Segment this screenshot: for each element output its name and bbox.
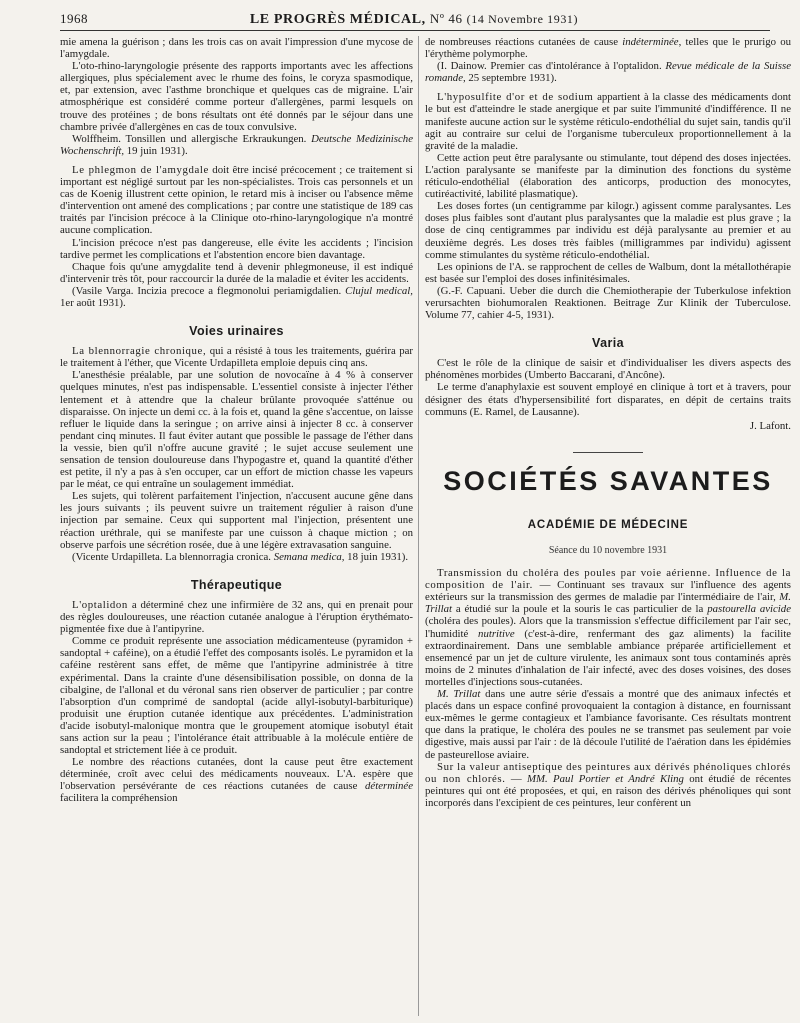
paragraph: Les doses fortes (un centigramme par kilogr.) agissent comme paralysantes. Les doses plus faibles sont d'autant plus paralysantes que la maladie est plus grave ; la dose de cinq centigrammes par individu est déjà paralysante au premier et au deuxième degrés. Les doses très faibles (milligrammes par individu) agissent comme stimulantes du système réticulo-endothélial.: [425, 200, 791, 261]
source-reference: (Vicente Urdapilleta. La blennorragia cronica. Semana medica, 18 juin 1931).: [72, 550, 409, 563]
source-reference: (G.-F. Capuani. Ueber die durch die Chemiotherapie der Tuberkulose infektion verursachten biohumoralen Reaktionen. Beitrage Zur Klinik der Tuberculose. Volume 77, cahier 4-5, 1931).: [425, 284, 791, 322]
source-reference: (I. Dainow. Premier cas d'intolérance à l'optalidon. Revue médicale de la Suisse romande, 25 septembre 1931).: [425, 60, 791, 85]
paragraph: L'incision précoce n'est pas dangereuse, elle évite les accidents ; l'incision tardive permet les complications et l'abstention encore bien davantage.: [60, 236, 413, 261]
divider-rule: [573, 452, 643, 453]
item-title: Le phlegmon de l'amygdale: [72, 163, 209, 176]
paragraph: C'est le rôle de la clinique de saisir et d'individualiser les divers aspects des phénomènes morbides (Umberto Baccarani, d'Ancône).: [425, 357, 791, 382]
paragraph: Cette action peut être paralysante ou stimulante, tout dépend des doses injectées. L'action paralysante se manifeste par la diminution des fonctions du système réticulo-endothélial (élaboration des anticorps, production des monocytes, cutiréactivité, labilité plasmatique).: [425, 151, 791, 201]
article-item: Sur la valeur antiseptique des peintures aux dérivés phénoliques chlorés ou non chlorés. — MM. Paul Portier et André Kling ont étudié de récentes peintures qui ont été proposées, et qui, en raison des dérivés phénoliques qui sont incorporés dans l'excipient de ces peintures, leur confèrent un: [425, 760, 792, 809]
paragraph: mie amena la guérison ; dans les trois cas on avait l'impression d'une mycose de l'amygdale.: [60, 36, 413, 61]
source-reference: Wolffheim. Tonsillen und allergische Erkraukungen. Deutsche Medizinische Wochenschrift, 19 juin 1931).: [60, 132, 413, 157]
paragraph: L'oto-rhino-laryngologie présente des rapports importants avec les affections allergiques, plus spécialement avec le rhume des foins, le coryza spasmodique, et, par extension, avec l'asthme bronchique et quelques cas de migraine. L'air atmosphérique est considéré comme porteur d'allergènes, parmi lesquels on trouve des protéines ; de bons résultats ont été donnés par le séjour dans une chambre privée d'allergènes en cas de toux convulsive.: [60, 60, 413, 133]
societes-savantes-title: SOCIÉTÉS SAVANTES: [443, 465, 773, 496]
column-divider: [418, 36, 419, 1016]
academie-heading: ACADÉMIE DE MÉDECINE: [527, 518, 689, 531]
paragraph: Comme ce produit représente une association médicamenteuse (pyramidon + sandoptal + caféine), on a étudié l'effet des composants isolés. Le pyramidon et la caféine restèrent sans effet, de même que l'antipyrine administrée à titre expérimental. Dans la crainte d'une désensibilisation possible, on donna de la cibalgine, de l'allonal et du véronal sans rien observer de particulier ; par contre l'absorption d'un comprimé de sandoptal (acide allyl-isobutyl-barbiturique) produisit une éruption cutanée identique aux précédentes. L'administration d'acide isobutyl-malonique montra que le groupement atomique isobutyl était sans action sur la peau ; l'intolérance était attribuable à la molécule entière de sandoptal et strictement liée à ce produit.: [60, 635, 413, 757]
section-heading-voies-urinaires: Voies urinaires: [189, 324, 284, 339]
left-column: [60, 36, 413, 805]
author-signature: J. Lafont.: [749, 419, 791, 432]
journal-title-line: [250, 11, 578, 28]
page-number: 1968: [60, 11, 88, 26]
paragraph: Les sujets, qui tolèrent parfaitement l'injection, n'accusent aucune gêne dans les jours suivants ; ils peuvent suivre un traitement régulier à raison d'une injection par semaine. Ceux qui supportent mal l'injection, présentent une réaction uréthrale, qui se manifeste par une cuisson à chaque miction ; on observe parfois une sécrétion rosée, due à une légère extravasation sanguine.: [60, 490, 413, 551]
item-title: La blennorragie chronique,: [72, 345, 207, 358]
item-title: Sur la valeur antiseptique des peintures aux dérivés phénoliques chlorés ou non chlorés.: [425, 760, 791, 785]
paragraph: Les opinions de l'A. se rapprochent de celles de Walbum, dont la métallothérapie est basée sur l'emploi des doses infinitésimales.: [425, 260, 791, 285]
source-reference: (Vasile Varga. Incizia precoce a flegmonolui periamigdalien. Clujul medical, 1er août 1931).: [60, 284, 414, 309]
article-item: L'optalidon a déterminé chez une infirmière de 32 ans, qui en prenait pour des règles douloureuses, une réaction cutanée analogue à l'éruption érythémato-pigmentée fixe due à l'antipyrine.: [60, 598, 414, 636]
item-title: L'hyposulfite d'or et de sodium: [437, 91, 594, 104]
issue-date: (14 Novembre 1931): [466, 11, 579, 26]
section-heading-varia: Varia: [592, 336, 624, 351]
item-title: Transmission du choléra des poules par voie aérienne. Influence de la composition de l'air.: [425, 567, 791, 592]
seance-date: Séance du 10 novembre 1931: [548, 545, 668, 556]
right-column: [425, 36, 791, 809]
paragraph: Chaque fois qu'une amygdalite tend à devenir phlegmoneuse, il est indiqué d'intervenir très tôt, pour raccourcir la durée de la maladie et éviter les accidents.: [60, 260, 413, 285]
issue-number: Nº 46: [429, 10, 463, 26]
paragraph: de nombreuses réactions cutanées de cause indéterminée, telles que le prurigo ou l'érythème polymorphe.: [425, 36, 792, 61]
section-heading-therapeutique: Thérapeutique: [190, 577, 283, 592]
paragraph: Le terme d'anaphylaxie est souvent employé en clinique à tort et à travers, pour désigner des états d'hypersensibilité fort disparates, en dépit de certains traits communs (E. Ramel, de Lausanne).: [425, 381, 791, 418]
journal-title: LE PROGRÈS MÉDICAL,: [249, 11, 426, 27]
paragraph: L'anesthésie préalable, par une solution de novocaïne à 4 % à conserver quelques minutes, n'est pas indispensable. L'essentiel consiste à injecter l'éther lentement et à attendre que la chaleur brûlante provoquée s'atténue ou disparaisse. On injecte un demi cc. à la fois et, quand la gêne s'accentue, on laisse refluer le liquide dans la seringue ; on arrive ainsi à injecter 8 cc. à conserver pendant cinq minutes. Il faut éviter autant que possible le passage de l'éther dans la vessie, bien qu'il n'offre aucune gravité ; le sujet accuse seulement une sensation de tension douloureuse dans l'hypogastre et, quand la quantité d'éther est petite, il n'y a pas à s'en occuper, car un effort de miction chasse les vapeurs par le méat, ce qui entraîne un soulagement immédiat.: [60, 369, 413, 491]
paragraph: M. Trillat dans une autre série d'essais a montré que des animaux infectés et placés dans un espace confiné provoquaient la contagion à distance, en fournissant eux-mêmes le germe contagieux et l'ambiance favorisante. Ces résultats montrent que dans la pratique, le choléra des poules ne se transmet pas seulement par voie digestive, mais aussi par l'air : de là découle l'utilité de l'aération dans les épidémies de pasteurellose aviaire.: [425, 688, 791, 761]
paragraph: Le nombre des réactions cutanées, dont la cause peut être exactement déterminée, croît avec celui des médicaments nouveaux. L'A. espère que l'observation persévérante de ces réactions cutanées de cause déterminée facilitera la compréhension: [60, 756, 413, 805]
article-item: Transmission du choléra des poules par voie aérienne. Influence de la composition de l'air. — Continuant ses travaux sur l'influence des agents extérieurs sur la transmission des germes de maladie par l'intermédiaire de l'air, M. Trillat a étudié sur la poule et la souris le cas particulier de la pastourella avicide (choléra des poules). Alors que la transmission s'effectue difficilement par l'air sec, l'humidité nutritive (c'est-à-dire, renfermant des gaz aliments) la facilite extraordinairement. Dans une semblable ambiance préparée artificiellement et ensemencé par un jet de culture virulente, les animaux sont tous contaminés après moins de 2 minutes d'inhalation de l'air infecté, avec des doses voisines, des doses mortelles d'injections sous-cutanées.: [425, 567, 792, 688]
article-item: La blennorragie chronique, qui a résisté à tous les traitements, guérira par le traitement à l'éther, que Vicente Urdapilleta emploie depuis cinq ans.: [60, 345, 414, 370]
article-item: Le phlegmon de l'amygdale doit être incisé précocement ; ce traitement si important est négligé surtout par les non-spécialistes. Trois cas personnels et un cas de Koenig illustrent cette opinion, le retard mis à inciser ou l'absence même d'intervention ont amené des complications ; par contre une statistique de 189 cas traités par l'incision précoce à la Clinique oto-rhino-laryngologique n'a montré aucune complication.: [60, 163, 413, 237]
running-head: [60, 8, 770, 31]
item-title: L'optalidon: [72, 598, 128, 611]
article-item: L'hyposulfite d'or et de sodium appartient à la classe des médicaments dont le but est d'atteindre le stade anergique et par suite l'immunité d'indifférence. Il ne manifeste aucune action sur le système réticulo-endothélial du sujet sain, tandis qu'il agit au contraire sur celui de l'organisme tuberculeux proportionnellement à la gravité de la maladie.: [425, 91, 791, 152]
